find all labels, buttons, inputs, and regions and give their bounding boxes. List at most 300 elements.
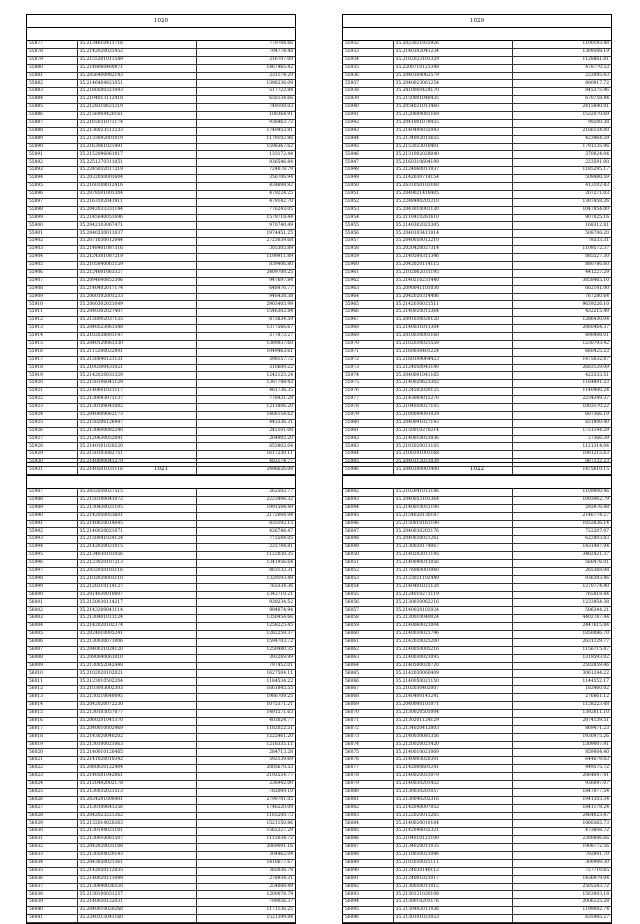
cell-id: 55915 bbox=[27, 340, 77, 348]
cell-coordinate: 35.2124502020125 bbox=[393, 388, 512, 396]
cell-value: 2874139.51 bbox=[512, 717, 611, 725]
cell-value: 1546302.84 bbox=[196, 309, 295, 317]
cell-id: 55900 bbox=[27, 222, 77, 230]
cell-coordinate: 35.2142050053601 bbox=[77, 512, 196, 520]
cell-coordinate: 35.2143060012270 bbox=[393, 396, 512, 404]
cell-id: 55926 bbox=[27, 427, 77, 435]
table-row bbox=[27, 96, 295, 104]
cell-id: 55992 bbox=[27, 528, 77, 536]
cell-coordinate: 35.2130103057077 bbox=[77, 709, 196, 717]
table-row bbox=[343, 427, 611, 435]
cell-coordinate: 35.2040030021261 bbox=[393, 536, 512, 544]
cell-coordinate: 35.2104013112418 bbox=[77, 96, 196, 104]
cell-coordinate: 35.2141020010342 bbox=[77, 757, 196, 765]
table-row bbox=[343, 623, 611, 631]
cell-value: 2069091.16 bbox=[196, 844, 295, 852]
table-row bbox=[343, 536, 611, 544]
table-row bbox=[27, 670, 295, 678]
table-row bbox=[343, 702, 611, 710]
cell-coordinate: 35.2248400201210 bbox=[393, 198, 512, 206]
table-row bbox=[343, 127, 611, 135]
table-row bbox=[343, 309, 611, 317]
cell-coordinate: 35.2130100021063 bbox=[77, 741, 196, 749]
cell-coordinate: 35.2150040121131 bbox=[77, 356, 196, 364]
cell-coordinate: 35.2130504020143 bbox=[77, 851, 196, 859]
cell-id: 55946 bbox=[343, 151, 393, 159]
table-row bbox=[343, 812, 611, 820]
cell-value: 225744.81 bbox=[196, 544, 295, 552]
cell-id: 55916 bbox=[27, 348, 77, 356]
cell-coordinate: 35.2140020013364 bbox=[393, 309, 512, 317]
table-row bbox=[343, 64, 611, 72]
table-row bbox=[343, 899, 611, 907]
cell-value: 1387748.43 bbox=[196, 380, 295, 388]
cell-coordinate: 35.2136023513233 bbox=[77, 127, 196, 135]
cell-id: 56067 bbox=[343, 686, 393, 694]
cell-coordinate: 35.2150001048435 bbox=[393, 96, 512, 104]
cell-id: 56058 bbox=[343, 615, 393, 623]
table-row bbox=[27, 741, 295, 749]
table-row bbox=[343, 591, 611, 599]
cell-id: 56025 bbox=[27, 788, 77, 796]
table-row bbox=[343, 615, 611, 623]
table-row bbox=[27, 159, 295, 167]
cell-coordinate: 35.2042023221262 bbox=[77, 812, 196, 820]
cell-id: 56065 bbox=[343, 670, 393, 678]
table-row bbox=[27, 238, 295, 246]
cell-value: 1850086.70 bbox=[512, 631, 611, 639]
cell-coordinate: 35.2140020102024 bbox=[393, 607, 512, 615]
cell-value: 1406154.62 bbox=[196, 411, 295, 419]
cell-id: 55887 bbox=[27, 119, 77, 127]
cell-id: 56033 bbox=[27, 851, 77, 859]
cell-coordinate: 35.2140101020220 bbox=[77, 443, 196, 451]
cell-id: 56072 bbox=[343, 725, 393, 733]
table-row bbox=[27, 733, 295, 741]
table-row bbox=[27, 246, 295, 254]
cell-coordinate: 35.2140210231440 bbox=[393, 277, 512, 285]
table-row bbox=[343, 773, 611, 781]
cell-value: 765818.44 bbox=[512, 591, 611, 599]
cell-id: 55911 bbox=[27, 309, 77, 317]
cell-coordinate: 35.2140500311346 bbox=[393, 254, 512, 262]
cell-value: 799056.37 bbox=[196, 899, 295, 907]
cell-id: 56020 bbox=[27, 749, 77, 757]
cell-coordinate: 35.2143200041114 bbox=[77, 607, 196, 615]
cell-coordinate: 35.2040010020268 bbox=[77, 907, 196, 915]
table-row bbox=[27, 907, 295, 915]
table-row bbox=[27, 844, 295, 852]
cell-value: 1171136.25 bbox=[196, 907, 295, 915]
cell-value: 867132.23 bbox=[512, 459, 611, 467]
cell-value: 422333.51 bbox=[512, 372, 611, 380]
cell-id: 56016 bbox=[27, 717, 77, 725]
cell-id: 56081 bbox=[343, 796, 393, 804]
cell-value: 1319593.02 bbox=[512, 654, 611, 662]
table-row bbox=[343, 419, 611, 427]
cell-value: 2146774.27 bbox=[512, 512, 611, 520]
cell-coordinate: 35.2160500321043 bbox=[77, 88, 196, 96]
cell-value: 1250480.35 bbox=[196, 646, 295, 654]
cell-value: 1941303.34 bbox=[512, 796, 611, 804]
cell-value: 1431487.94 bbox=[512, 544, 611, 552]
table-row bbox=[343, 167, 611, 175]
cell-coordinate: 35.2163102041911 bbox=[77, 198, 196, 206]
cell-id: 55943 bbox=[343, 127, 393, 135]
cell-id: 55891 bbox=[27, 151, 77, 159]
cell-id: 55890 bbox=[27, 143, 77, 151]
cell-coordinate: 35.2142020031329 bbox=[77, 372, 196, 380]
cell-value: 1436979.04 bbox=[512, 875, 611, 883]
cell-value: 413102.43 bbox=[512, 183, 611, 191]
cell-id: 55967 bbox=[343, 317, 393, 325]
table-row bbox=[27, 686, 295, 694]
table-row bbox=[27, 544, 295, 552]
cell-id: 55910 bbox=[27, 301, 77, 309]
table-row bbox=[343, 206, 611, 214]
cell-coordinate: 35.2150106041129 bbox=[77, 380, 196, 388]
cell-id: 55904 bbox=[27, 254, 77, 262]
cell-value: 797452.01 bbox=[196, 662, 295, 670]
cell-coordinate: 35.2140010120465 bbox=[77, 749, 196, 757]
cell-value: 2790701.05 bbox=[196, 796, 295, 804]
cell-coordinate: 35.2010030001160 bbox=[393, 332, 512, 340]
cell-coordinate: 35.2142020025200 bbox=[393, 638, 512, 646]
cell-coordinate: 35.2140202011145 bbox=[393, 552, 512, 560]
cell-id: 55912 bbox=[27, 317, 77, 325]
cell-coordinate: 35.2130101021023 bbox=[393, 915, 512, 923]
cell-coordinate: 35.2134002015655 bbox=[393, 135, 512, 143]
cell-value: 873834.59 bbox=[196, 317, 295, 325]
cell-id: 56037 bbox=[27, 883, 77, 891]
cell-coordinate: 35.2040091027143 bbox=[393, 419, 512, 427]
cell-id: 55925 bbox=[27, 419, 77, 427]
cell-coordinate: 35.2040001041165 bbox=[393, 372, 512, 380]
cell-id: 56042 bbox=[343, 489, 393, 496]
cell-coordinate: 35.2060201041370 bbox=[77, 717, 196, 725]
cell-value: 99200.38 bbox=[512, 119, 611, 127]
cell-coordinate: 35.2102030021111 bbox=[393, 859, 512, 867]
table-row bbox=[27, 552, 295, 560]
table-row bbox=[27, 851, 295, 859]
cell-id: 55893 bbox=[27, 167, 77, 175]
cell-value: 779704.66 bbox=[196, 41, 295, 48]
cell-coordinate: 35.2123010502204 bbox=[77, 678, 196, 686]
table-row bbox=[343, 496, 611, 504]
cell-coordinate: 35.2040023061254 bbox=[393, 80, 512, 88]
cell-value: 1389037.60 bbox=[196, 340, 295, 348]
cell-id: 55968 bbox=[343, 325, 393, 333]
cell-coordinate: 35.2014030010007 bbox=[77, 591, 196, 599]
cell-coordinate: 35.2140010023036 bbox=[393, 435, 512, 443]
cell-id: 56068 bbox=[343, 694, 393, 702]
cell-id: 55880 bbox=[27, 64, 77, 72]
table-row bbox=[27, 678, 295, 686]
table-row bbox=[27, 749, 295, 757]
cell-value: 1908772.56 bbox=[512, 844, 611, 852]
cell-id: 55966 bbox=[343, 309, 393, 317]
cell-coordinate: 35.2130401011124 bbox=[77, 615, 196, 623]
cell-id: 55954 bbox=[343, 214, 393, 222]
cell-coordinate: 35.2032050001604 bbox=[77, 175, 196, 183]
table-row bbox=[343, 143, 611, 151]
cell-value: 481736.35 bbox=[196, 388, 295, 396]
cell-coordinate: 35.2040120061330 bbox=[77, 340, 196, 348]
table-row bbox=[27, 891, 295, 899]
table-row bbox=[27, 765, 295, 773]
cell-value: 1158223.48 bbox=[512, 702, 611, 710]
table-row bbox=[27, 143, 295, 151]
table-row bbox=[27, 214, 295, 222]
table-row bbox=[343, 836, 611, 844]
cell-coordinate: 35.2040230011037 bbox=[77, 230, 196, 238]
cell-coordinate: 35.2150206126947 bbox=[77, 419, 196, 427]
table-row bbox=[27, 567, 295, 575]
cell-id: 55945 bbox=[343, 143, 393, 151]
table-row bbox=[343, 238, 611, 246]
cell-coordinate: 35.2042020072230 bbox=[77, 702, 196, 710]
cell-id: 56019 bbox=[27, 741, 77, 749]
cell-value: 831800.40 bbox=[512, 419, 611, 427]
cell-coordinate: 35.2142020021015 bbox=[77, 544, 196, 552]
cell-id: 56021 bbox=[27, 757, 77, 765]
cell-id: 56089 bbox=[343, 859, 393, 867]
cell-value: 560476.01 bbox=[512, 560, 611, 568]
cell-value: 2005670.53 bbox=[196, 765, 295, 773]
table-row bbox=[27, 812, 295, 820]
table-row bbox=[343, 48, 611, 56]
table-row bbox=[343, 214, 611, 222]
cell-coordinate: 35.2102020003110 bbox=[77, 575, 196, 583]
cell-value: 1047854.00 bbox=[512, 206, 611, 214]
cell-coordinate: 35.2155301011549 bbox=[77, 56, 196, 64]
table-row bbox=[27, 709, 295, 717]
cell-coordinate: 35.2140601021117 bbox=[77, 388, 196, 396]
cell-id: 55960 bbox=[343, 261, 393, 269]
cell-id: 56056 bbox=[343, 599, 393, 607]
cell-value: 1109572.37 bbox=[512, 246, 611, 254]
table-block-3 bbox=[26, 462, 296, 924]
cell-value: 423464.29 bbox=[512, 135, 611, 143]
cell-value: 869471.23 bbox=[512, 725, 611, 733]
cell-id: 56039 bbox=[27, 899, 77, 907]
cell-coordinate: 35.2130100031257 bbox=[77, 891, 196, 899]
cell-id: 56000 bbox=[27, 591, 77, 599]
cell-value: 403024.77 bbox=[196, 717, 295, 725]
cell-id: 55913 bbox=[27, 325, 77, 333]
cell-id: 55957 bbox=[343, 238, 393, 246]
cell-id: 55918 bbox=[27, 364, 77, 372]
table-row bbox=[343, 512, 611, 520]
cell-value: 356706.94 bbox=[196, 175, 295, 183]
table-row bbox=[343, 443, 611, 451]
cell-id: 55981 bbox=[343, 427, 393, 435]
table-row bbox=[27, 64, 295, 72]
table-row bbox=[27, 309, 295, 317]
cell-coordinate: 35.2130010201176 bbox=[393, 899, 512, 907]
table-row bbox=[343, 678, 611, 686]
table-row bbox=[343, 325, 611, 333]
cell-value: 182460.02 bbox=[512, 686, 611, 694]
header-spacer-row bbox=[343, 476, 611, 489]
cell-coordinate: 35.2120604081169 bbox=[393, 112, 512, 120]
cell-id: 56014 bbox=[27, 702, 77, 710]
cell-id: 56071 bbox=[343, 717, 393, 725]
cell-coordinate: 35.2142030021511 bbox=[393, 301, 512, 309]
cell-id: 56051 bbox=[343, 560, 393, 568]
table-row bbox=[343, 520, 611, 528]
table-row bbox=[343, 190, 611, 198]
table-row bbox=[27, 411, 295, 419]
cell-value: 648476.77 bbox=[196, 285, 295, 293]
cell-id: 55994 bbox=[27, 544, 77, 552]
cell-value: 2447615.84 bbox=[512, 623, 611, 631]
table-row bbox=[27, 222, 295, 230]
table-row bbox=[27, 317, 295, 325]
cell-value: 1521150.86 bbox=[196, 820, 295, 828]
table-row bbox=[27, 867, 295, 875]
cell-id: 55948 bbox=[343, 167, 393, 175]
cell-coordinate: 35.2163061021491 bbox=[77, 143, 196, 151]
cell-coordinate: 35.2122020012265 bbox=[393, 812, 512, 820]
cell-coordinate: 35.2160030401224 bbox=[393, 348, 512, 356]
cell-value: 749108.03 bbox=[196, 104, 295, 112]
cell-id: 55955 bbox=[343, 222, 393, 230]
cell-id: 56053 bbox=[343, 575, 393, 583]
cell-value: 1233954.38 bbox=[512, 599, 611, 607]
cell-coordinate: 35.2040304062579 bbox=[393, 72, 512, 80]
cell-coordinate: 35.2100049091029 bbox=[393, 411, 512, 419]
cell-id: 55982 bbox=[343, 435, 393, 443]
cell-coordinate: 35.2150030114217 bbox=[77, 599, 196, 607]
cell-coordinate: 35.2124301087219 bbox=[77, 254, 196, 262]
cell-value: 839406.80 bbox=[196, 261, 295, 269]
table-row bbox=[343, 725, 611, 733]
cell-id: 56038 bbox=[27, 891, 77, 899]
cell-value: 1410677.67 bbox=[196, 859, 295, 867]
cell-id: 55985 bbox=[343, 459, 393, 467]
cell-coordinate: 35.2140031011304 bbox=[393, 325, 512, 333]
cell-coordinate: 35.2040009062173 bbox=[77, 411, 196, 419]
cell-id: 55998 bbox=[27, 575, 77, 583]
table-row bbox=[27, 915, 295, 923]
cell-id: 56086 bbox=[343, 836, 393, 844]
table-row bbox=[27, 560, 295, 568]
data-table bbox=[27, 489, 295, 923]
cell-coordinate: 35.2130600082240 bbox=[77, 427, 196, 435]
table-row bbox=[27, 206, 295, 214]
cell-value: 1222461.20 bbox=[196, 733, 295, 741]
table-row bbox=[27, 127, 295, 135]
cell-value: 1746220.09 bbox=[196, 804, 295, 812]
cell-value: 2166154.00 bbox=[512, 127, 611, 135]
table-row bbox=[27, 56, 295, 64]
cell-value: 254088.49 bbox=[196, 883, 295, 891]
cell-value: 1282259.37 bbox=[196, 631, 295, 639]
table-row bbox=[343, 599, 611, 607]
cell-coordinate: 35.2140501031116 bbox=[77, 467, 196, 475]
cell-value: 1003170.22 bbox=[512, 403, 611, 411]
cell-coordinate: 35.2049021418405 bbox=[393, 190, 512, 198]
cell-coordinate: 35.2140010021069 bbox=[393, 749, 512, 757]
cell-value: 370024.04 bbox=[512, 151, 611, 159]
cell-value: 2006125.28 bbox=[512, 899, 611, 907]
cell-coordinate: 35.2131002028040 bbox=[393, 151, 512, 159]
cell-id: 55933 bbox=[343, 48, 393, 56]
table-row bbox=[27, 583, 295, 591]
cell-coordinate: 35.2142020021452 bbox=[77, 48, 196, 56]
cell-value: 2415840.01 bbox=[512, 104, 611, 112]
cell-coordinate: 35.2060020122404 bbox=[77, 765, 196, 773]
cell-value: 310609.22 bbox=[196, 364, 295, 372]
cell-coordinate: 35.2130020501004 bbox=[393, 709, 512, 717]
cell-coordinate: 35.2150010161190 bbox=[393, 520, 512, 528]
table-row bbox=[343, 780, 611, 788]
table-row bbox=[343, 340, 611, 348]
cell-id: 55970 bbox=[343, 340, 393, 348]
cell-coordinate: 35.2023021925926 bbox=[393, 41, 512, 48]
table-row bbox=[343, 717, 611, 725]
table-row bbox=[343, 796, 611, 804]
cell-value: 1122030.35 bbox=[196, 552, 295, 560]
cell-coordinate: 35.2091030020120 bbox=[393, 317, 512, 325]
cell-value: 1475610.15 bbox=[512, 467, 611, 475]
table-row bbox=[27, 135, 295, 143]
cell-id: 55972 bbox=[343, 356, 393, 364]
table-row bbox=[343, 741, 611, 749]
cell-value: 1165200.73 bbox=[196, 812, 295, 820]
cell-value: 1258225.45 bbox=[196, 623, 295, 631]
cell-coordinate: 35.2140020111049 bbox=[77, 875, 196, 883]
cell-id: 55896 bbox=[27, 190, 77, 198]
table-row bbox=[343, 765, 611, 773]
cell-id: 55996 bbox=[27, 560, 77, 568]
cell-value: 724078.79 bbox=[196, 167, 295, 175]
cell-value: 1052636.14 bbox=[512, 520, 611, 528]
cell-id: 55975 bbox=[343, 380, 393, 388]
table-row bbox=[27, 451, 295, 459]
cell-coordinate: 35.2102030021559 bbox=[393, 340, 512, 348]
cell-id: 55993 bbox=[27, 536, 77, 544]
cell-id: 55895 bbox=[27, 183, 77, 191]
cell-coordinate: 35.2140010051190 bbox=[393, 504, 512, 512]
cell-coordinate: 35.2160310604199 bbox=[393, 159, 512, 167]
cell-id: 56041 bbox=[27, 915, 77, 923]
table-row bbox=[27, 796, 295, 804]
cell-coordinate: 35.2140030021095 bbox=[393, 654, 512, 662]
table-row bbox=[343, 198, 611, 206]
cell-coordinate: 35.2124001021017 bbox=[393, 875, 512, 883]
cell-value: 223591.00 bbox=[512, 159, 611, 167]
cell-coordinate: 35.2040103411014 bbox=[393, 230, 512, 238]
cell-id: 56096 bbox=[343, 915, 393, 923]
table-row bbox=[27, 591, 295, 599]
cell-value: 1164891.23 bbox=[512, 380, 611, 388]
table-row bbox=[343, 875, 611, 883]
table-row bbox=[27, 443, 295, 451]
cell-value: 168312.81 bbox=[512, 222, 611, 230]
cell-value: 2723039.68 bbox=[196, 238, 295, 246]
table-row bbox=[343, 254, 611, 262]
table-row bbox=[27, 88, 295, 96]
cell-coordinate: 35.2040053101364 bbox=[393, 496, 512, 504]
cell-id: 55983 bbox=[343, 443, 393, 451]
cell-id: 56093 bbox=[343, 891, 393, 899]
cell-value: 2496626.08 bbox=[196, 467, 295, 475]
cell-value: 2903403.99 bbox=[196, 301, 295, 309]
table-row bbox=[343, 828, 611, 836]
cell-id: 55901 bbox=[27, 230, 77, 238]
